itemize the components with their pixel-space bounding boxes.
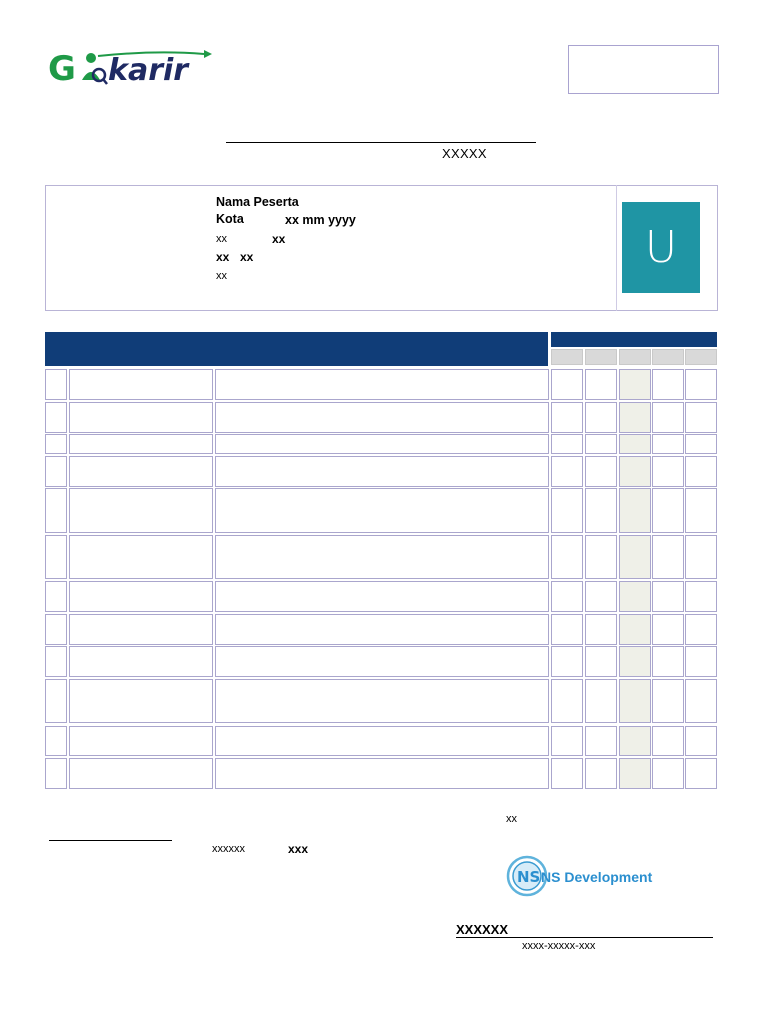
score-cell-5	[685, 679, 717, 723]
svg-text:NS Development: NS Development	[541, 869, 653, 885]
description-cell	[215, 402, 549, 433]
score-cell-3	[619, 434, 651, 454]
signatory-underline	[456, 937, 713, 938]
aspect-cell	[69, 646, 213, 677]
aspect-cell	[69, 758, 213, 789]
score-cell-3	[619, 758, 651, 789]
description-cell	[215, 726, 549, 756]
score-cell-4	[652, 646, 684, 677]
signature-line-left	[49, 840, 172, 841]
score-cell-2	[585, 758, 617, 789]
score-subheader-5	[685, 349, 717, 365]
score-cell-2	[585, 402, 617, 433]
row-number-cell	[45, 581, 67, 612]
score-cell-2	[585, 456, 617, 487]
description-cell	[215, 535, 549, 579]
description-cell	[215, 581, 549, 612]
score-cell-4	[652, 679, 684, 723]
score-cell-4	[652, 369, 684, 400]
aspect-cell	[69, 488, 213, 533]
info-divider	[616, 185, 617, 311]
description-cell	[215, 434, 549, 454]
row-number-cell	[45, 679, 67, 723]
participant-line3-label: xx	[216, 233, 227, 245]
participant-info-box	[45, 185, 718, 311]
score-cell-5	[685, 402, 717, 433]
score-cell-3	[619, 402, 651, 433]
score-cell-1	[551, 456, 583, 487]
aspect-cell	[69, 614, 213, 645]
row-number-cell	[45, 456, 67, 487]
score-cell-4	[652, 726, 684, 756]
description-cell	[215, 679, 549, 723]
aspect-cell	[69, 726, 213, 756]
score-cell-2	[585, 679, 617, 723]
table-header-score	[551, 332, 717, 347]
document-code: XXXXX	[442, 146, 487, 161]
score-cell-2	[585, 369, 617, 400]
score-cell-1	[551, 726, 583, 756]
score-cell-4	[652, 614, 684, 645]
participant-city-label: Kota	[216, 212, 244, 226]
score-cell-4	[652, 488, 684, 533]
score-cell-3	[619, 488, 651, 533]
description-cell	[215, 758, 549, 789]
title-underline	[226, 142, 536, 143]
signatory-id: xxxx-xxxxx-xxx	[522, 940, 596, 952]
aspect-cell	[69, 679, 213, 723]
score-cell-5	[685, 614, 717, 645]
participant-line5-label: xx	[216, 270, 227, 282]
aspect-cell	[69, 581, 213, 612]
score-cell-3	[619, 679, 651, 723]
row-number-cell	[45, 434, 67, 454]
aspect-cell	[69, 402, 213, 433]
score-cell-4	[652, 402, 684, 433]
score-cell-1	[551, 581, 583, 612]
description-cell	[215, 369, 549, 400]
score-cell-1	[551, 758, 583, 789]
score-cell-4	[652, 758, 684, 789]
score-cell-3	[619, 614, 651, 645]
score-subheader-1	[551, 349, 583, 365]
row-number-cell	[45, 758, 67, 789]
participant-line4-value: xx	[240, 250, 254, 264]
photo-placeholder	[568, 45, 719, 94]
score-cell-1	[551, 646, 583, 677]
score-subheader-4	[652, 349, 684, 365]
participant-line4-label: xx	[216, 250, 230, 264]
row-number-cell	[45, 726, 67, 756]
description-cell	[215, 646, 549, 677]
score-cell-5	[685, 488, 717, 533]
score-cell-5	[685, 581, 717, 612]
score-cell-1	[551, 488, 583, 533]
score-cell-3	[619, 535, 651, 579]
row-number-cell	[45, 646, 67, 677]
score-cell-1	[551, 402, 583, 433]
score-cell-2	[585, 434, 617, 454]
score-cell-2	[585, 726, 617, 756]
signer-value: xxx	[288, 842, 309, 856]
participant-date-value: xx mm yyyy	[285, 213, 356, 227]
score-cell-1	[551, 434, 583, 454]
aspect-cell	[69, 535, 213, 579]
score-cell-4	[652, 434, 684, 454]
description-cell	[215, 488, 549, 533]
score-cell-5	[685, 456, 717, 487]
description-cell	[215, 456, 549, 487]
score-cell-2	[585, 488, 617, 533]
participant-name-label: Nama Peserta	[216, 195, 299, 209]
score-cell-5	[685, 434, 717, 454]
score-subheader-2	[585, 349, 617, 365]
svg-text:G: G	[48, 49, 76, 89]
score-cell-3	[619, 581, 651, 612]
score-cell-4	[652, 581, 684, 612]
score-cell-2	[585, 646, 617, 677]
score-cell-1	[551, 369, 583, 400]
signatory-name: XXXXXX	[456, 922, 509, 937]
score-cell-3	[619, 646, 651, 677]
row-number-cell	[45, 614, 67, 645]
row-number-cell	[45, 369, 67, 400]
signer-label: xxxxxx	[212, 843, 245, 855]
score-cell-5	[685, 646, 717, 677]
ns-development-logo	[506, 855, 653, 897]
score-cell-5	[685, 726, 717, 756]
score-cell-1	[551, 535, 583, 579]
score-cell-5	[685, 535, 717, 579]
svg-text:NS: NS	[517, 868, 541, 886]
aspect-cell	[69, 434, 213, 454]
table-header-main	[45, 332, 548, 366]
score-cell-5	[685, 758, 717, 789]
row-number-cell	[45, 488, 67, 533]
score-cell-1	[551, 679, 583, 723]
row-number-cell	[45, 535, 67, 579]
score-cell-2	[585, 581, 617, 612]
row-number-cell	[45, 402, 67, 433]
score-cell-2	[585, 535, 617, 579]
svg-text:karir: karir	[108, 53, 189, 88]
score-cell-4	[652, 535, 684, 579]
score-cell-5	[685, 369, 717, 400]
gokarir-logo	[46, 46, 216, 90]
score-cell-3	[619, 369, 651, 400]
place-date: xx	[506, 813, 517, 825]
grade-badge: U	[622, 202, 700, 293]
aspect-cell	[69, 369, 213, 400]
description-cell	[215, 614, 549, 645]
score-cell-3	[619, 456, 651, 487]
score-cell-2	[585, 614, 617, 645]
participant-line3-value: xx	[272, 232, 286, 246]
score-cell-1	[551, 614, 583, 645]
score-cell-4	[652, 456, 684, 487]
score-cell-3	[619, 726, 651, 756]
score-subheader-3	[619, 349, 651, 365]
aspect-cell	[69, 456, 213, 487]
